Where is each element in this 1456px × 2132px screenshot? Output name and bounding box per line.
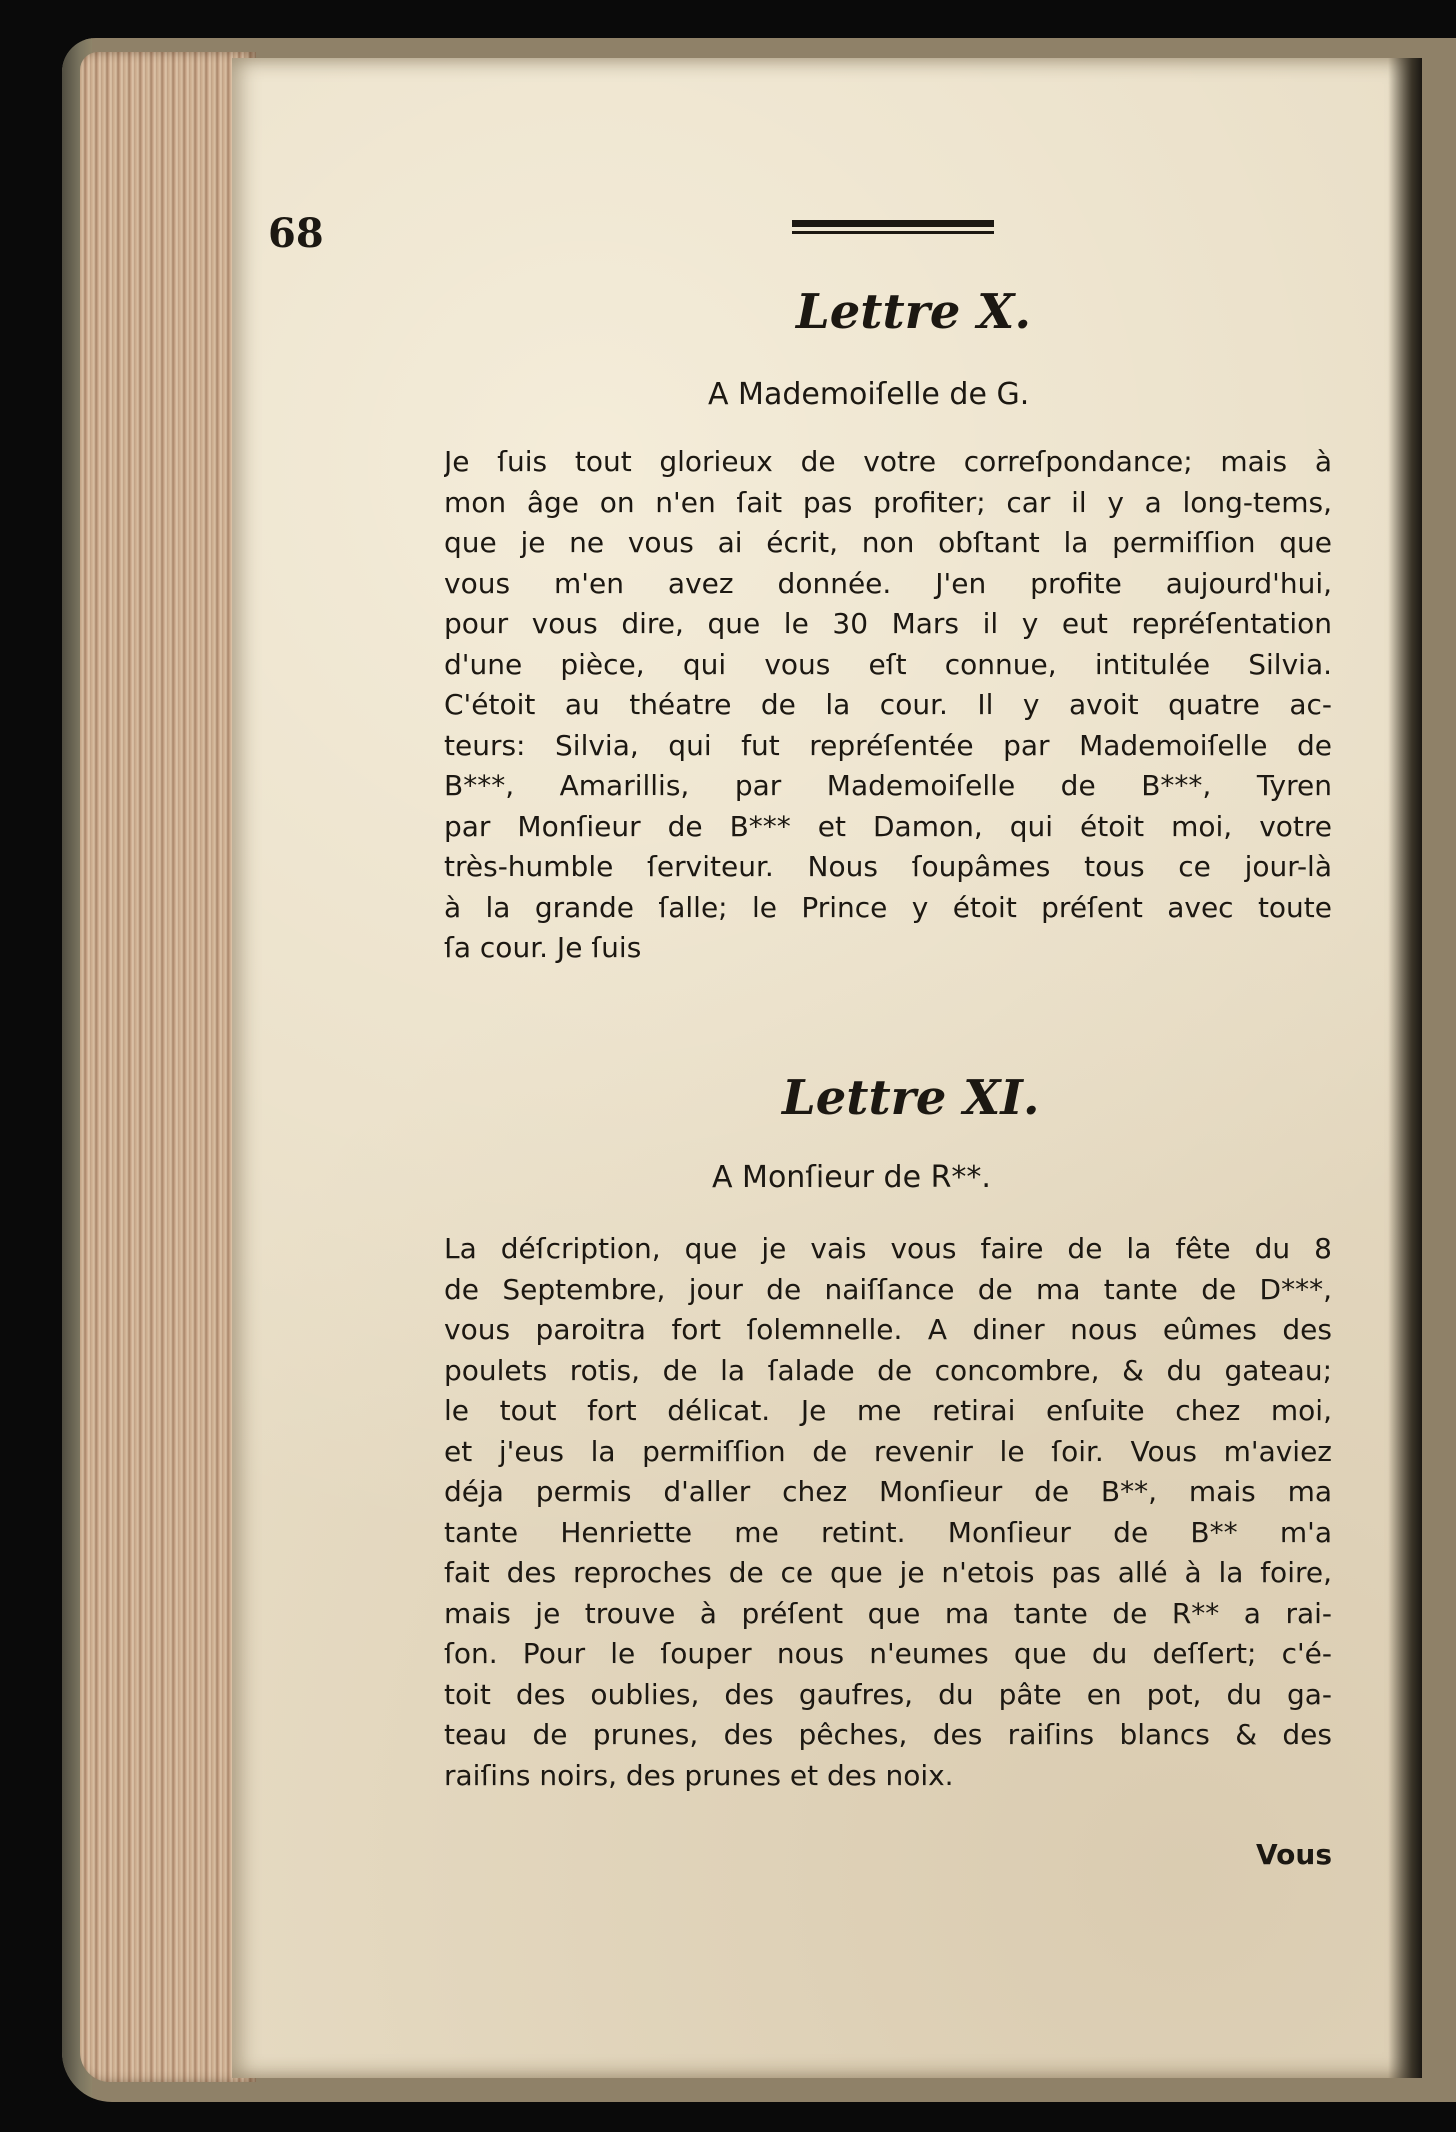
page-edges bbox=[80, 52, 256, 2082]
letter-x-body bbox=[444, 442, 1332, 969]
header-rule bbox=[792, 220, 994, 238]
letter-xi-title: Lettre XI. bbox=[782, 1070, 1040, 1126]
letter-xi-line: mais je trouve à préſent que ma tante de R** a rai- bbox=[444, 1596, 1332, 1630]
letter-x-line: très-humble ſerviteur. Nous ſoupâmes tous ce jour-là bbox=[444, 850, 1332, 883]
letter-x-line: à la grande ſalle; le Prince y étoit préſent avec toute bbox=[444, 890, 1332, 924]
letter-xi-line: et j'eus la permiſſion de revenir le ſoir. Vous m'aviez bbox=[444, 1434, 1332, 1468]
letter-x-addressee: A Mademoiſelle de G. bbox=[708, 377, 1030, 412]
catchword: Vous bbox=[1256, 1838, 1332, 1871]
letter-xi-line: déja permis d'aller chez Monſieur de B**, mais ma bbox=[444, 1475, 1332, 1508]
letter-x-title: Lettre X. bbox=[796, 284, 1032, 340]
letter-x-line: que je ne vous ai écrit, non obſtant la permiſſion que bbox=[444, 526, 1332, 559]
letter-xi-line: La déſcription, que je vais vous faire de la fête du 8 bbox=[444, 1232, 1332, 1265]
letter-x-line: C'étoit au théatre de la cour. Il y avoit quatre ac- bbox=[444, 688, 1332, 721]
letter-xi-line: fait des reproches de ce que je n'etois pas allé à la foire, bbox=[444, 1556, 1332, 1589]
letter-x-line: teurs: Silvia, qui fut repréſentée par Mademoiſelle de bbox=[444, 728, 1332, 762]
letter-x-line: pour vous dire, que le 30 Mars il y eut repréſentation bbox=[444, 607, 1332, 640]
page-number: 68 bbox=[268, 210, 324, 257]
letter-xi-line: toit des oublies, des gaufres, du pâte en pot, du ga- bbox=[444, 1677, 1332, 1711]
letter-xi-line: ſon. Pour le ſouper nous n'eumes que du deſſert; c'é- bbox=[444, 1637, 1332, 1670]
letter-x-line: vous m'en avez donnée. J'en profite aujourd'hui, bbox=[444, 566, 1332, 600]
letter-x-line: Je ſuis tout glorieux de votre correſpondance; mais à bbox=[444, 445, 1332, 478]
header-rule-thick bbox=[792, 220, 994, 227]
letter-xi-line: vous paroitra fort ſolemnelle. A diner nous eûmes des bbox=[444, 1313, 1332, 1346]
letter-xi-line: tante Henriette me retint. Monſieur de B** m'a bbox=[444, 1515, 1332, 1549]
letter-xi-body bbox=[444, 1229, 1332, 1796]
letter-xi-line: de Septembre, jour de naiſſance de ma tante de D***, bbox=[444, 1272, 1332, 1306]
letter-xi-line: poulets rotis, de la ſalade de concombre, & du gateau; bbox=[444, 1353, 1332, 1387]
letter-xi-line: raiſins noirs, des prunes et des noix. bbox=[444, 1758, 954, 1792]
letter-x-line: d'une pièce, qui vous eſt connue, intitulée Silvia. bbox=[444, 647, 1332, 681]
letter-x-line: B***, Amarillis, par Mademoiſelle de B***, Tyren bbox=[444, 769, 1332, 802]
letter-xi-addressee: A Monſieur de R**. bbox=[712, 1160, 991, 1195]
header-rule-thin bbox=[792, 231, 994, 234]
letter-xi-line: le tout fort délicat. Je me retirai enſuite chez moi, bbox=[444, 1394, 1332, 1427]
letter-xi-line: teau de prunes, des pêches, des raiſins blancs & des bbox=[444, 1718, 1332, 1751]
page-gutter bbox=[1388, 58, 1422, 2078]
letter-x-line: par Monſieur de B*** et Damon, qui étoit moi, votre bbox=[444, 809, 1332, 843]
letter-x-line: ſa cour. Je ſuis bbox=[444, 931, 642, 964]
letter-x-line: mon âge on n'en ſait pas profiter; car il y a long-tems, bbox=[444, 485, 1332, 519]
